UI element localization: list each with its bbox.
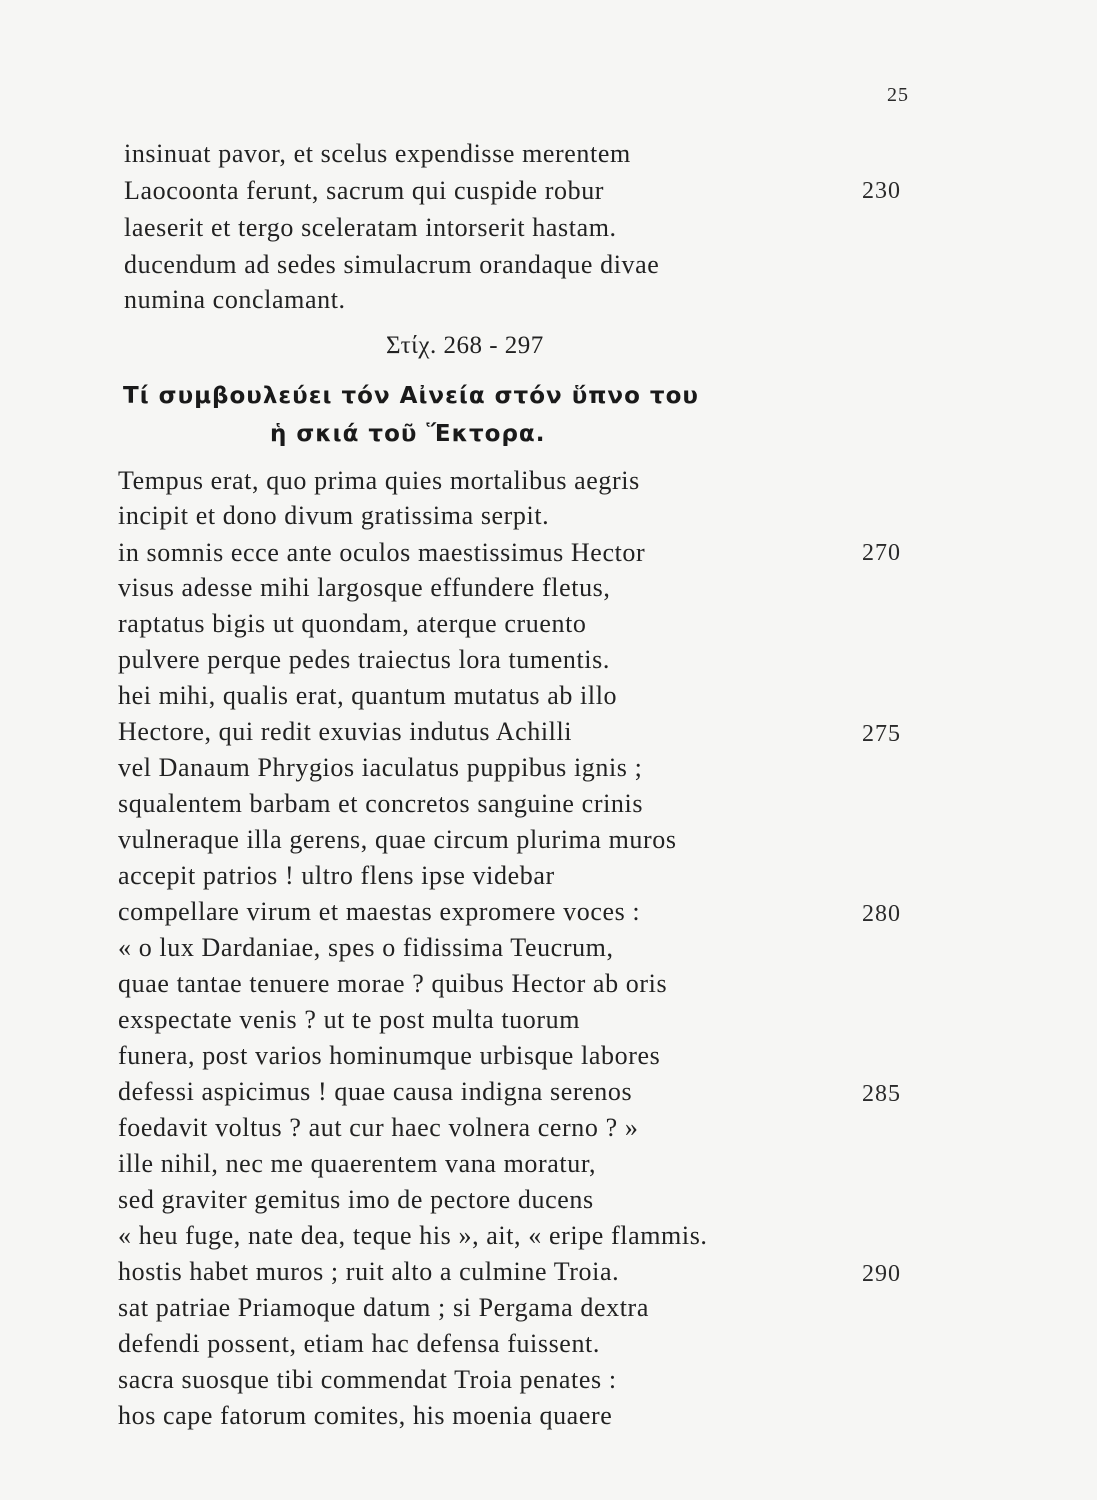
line-number: 270 (862, 540, 901, 566)
verse-line: sacra suosque tibi commendat Troia penates : (118, 1365, 617, 1394)
verse-line: Laocoonta ferunt, sacrum qui cuspide robur (124, 176, 605, 205)
verse-line: foedavit voltus ? aut cur haec volnera cerno ? » (118, 1113, 639, 1142)
verse-line: defendi possent, etiam hac defensa fuissent. (118, 1329, 600, 1358)
verse-line: hostis habet muros ; ruit alto a culmine Troia. (118, 1257, 620, 1286)
page-number: 25 (887, 84, 909, 106)
section-reference: Στίχ. 268 - 297 (386, 332, 544, 359)
verse-line: « o lux Dardaniae, spes o fidissima Teucrum, (118, 933, 614, 962)
verse-line: pulvere perque pedes traiectus lora tumentis. (118, 645, 610, 674)
line-number: 280 (862, 901, 901, 927)
verse-line: raptatus bigis ut quondam, aterque cruento (118, 609, 587, 638)
line-number: 290 (862, 1261, 901, 1287)
section-question: ἡ σκιά τοῦ Ἕκτορα. (270, 421, 546, 447)
verse-line: exspectate venis ? ut te post multa tuorum (118, 1005, 581, 1034)
verse-line: hei mihi, qualis erat, quantum mutatus ab illo (118, 681, 618, 710)
verse-line: accepit patrios ! ultro flens ipse videbar (118, 861, 555, 890)
verse-line: in somnis ecce ante oculos maestissimus Hector (118, 538, 646, 567)
verse-line: hos cape fatorum comites, his moenia quaere (118, 1401, 613, 1430)
verse-line: laeserit et tergo sceleratam intorserit hastam. (124, 213, 617, 242)
line-number: 275 (862, 721, 901, 747)
verse-line: numina conclamant. (124, 285, 346, 314)
section-question: Τί συμβουλεύει τόν Αἰνεία στόν ὕπνο του (123, 383, 699, 409)
line-number: 230 (862, 178, 901, 204)
verse-line: vulneraque illa gerens, quae circum plurima muros (118, 825, 677, 854)
verse-line: compellare virum et maestas expromere voces : (118, 897, 641, 926)
verse-line: vel Danaum Phrygios iaculatus puppibus ignis ; (118, 753, 643, 782)
verse-line: funera, post varios hominumque urbisque labores (118, 1041, 661, 1070)
verse-line: visus adesse mihi largosque effundere fletus, (118, 573, 611, 602)
verse-line: insinuat pavor, et scelus expendisse merentem (124, 139, 631, 168)
verse-line: squalentem barbam et concretos sanguine crinis (118, 789, 644, 818)
verse-line: sed graviter gemitus imo de pectore ducens (118, 1185, 594, 1214)
verse-line: ille nihil, nec me quaerentem vana moratur, (118, 1149, 597, 1178)
verse-line: defessi aspicimus ! quae causa indigna serenos (118, 1077, 633, 1106)
verse-line: Hectore, qui redit exuvias indutus Achilli (118, 717, 573, 746)
verse-line: sat patriae Priamoque datum ; si Pergama dextra (118, 1293, 649, 1322)
verse-line: « heu fuge, nate dea, teque his », ait, « eripe flammis. (118, 1221, 708, 1250)
verse-line: ducendum ad sedes simulacrum orandaque divae (124, 250, 660, 279)
verse-line: incipit et dono divum gratissima serpit. (118, 501, 550, 530)
line-number: 285 (862, 1081, 901, 1107)
verse-line: Tempus erat, quo prima quies mortalibus aegris (118, 466, 640, 495)
verse-line: quae tantae tenuere morae ? quibus Hector ab oris (118, 969, 668, 998)
